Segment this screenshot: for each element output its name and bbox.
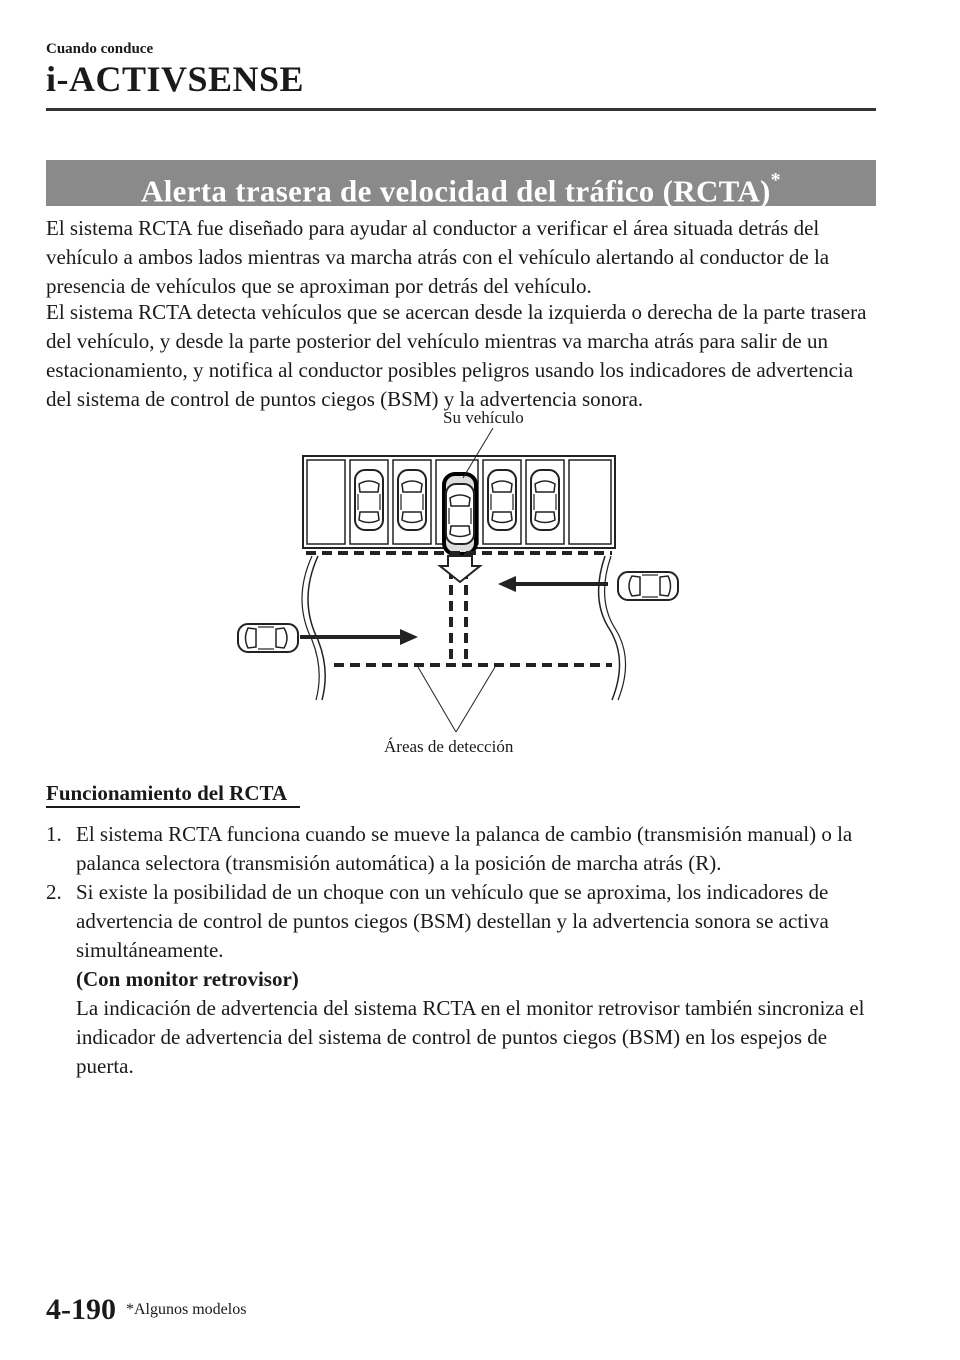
parking-lot	[303, 456, 615, 548]
footnote: *Algunos modelos	[126, 1301, 247, 1318]
section-title: i-ACTIVSENSE	[46, 59, 305, 99]
approaching-vehicle-right	[618, 572, 678, 600]
list-item-number: 1.	[46, 822, 62, 846]
page-number: 4-190	[46, 1293, 116, 1326]
road-edge-right	[599, 556, 620, 700]
detection-areas	[306, 553, 612, 665]
list-item-subtext: La indicación de advertencia del sistema RCTA en el monitor retrovisor también sincroniza el indicador de advertencia del sistema de control de puntos ciegos (BSM) en los espejos de puerta.	[76, 996, 865, 1078]
areas-leader-line-right	[456, 667, 495, 732]
operation-heading-underline	[46, 806, 300, 808]
vehicle-leader-line	[463, 428, 493, 478]
intro-paragraph-2: El sistema RCTA detecta vehículos que se acercan desde la izquierda o derecha de la parte trasera del vehículo, y desde la parte posterior del vehículo mientras va marcha atrás para salir de un estacionamiento, y notifica al conductor posibles peligros usando los indicadores de advertencia del sistema de control de puntos ciegos (BSM) y la advertencia sonora.	[46, 300, 867, 411]
reverse-arrow-icon	[440, 556, 480, 582]
banner-asterisk: *	[770, 169, 781, 191]
road-edge-left	[308, 556, 325, 700]
topic-banner	[46, 160, 876, 209]
approaching-vehicle-left	[238, 624, 298, 652]
list-item-text: Si existe la posibilidad de un choque con un vehículo que se aproxima, los indicadores de advertencia de control de puntos ciegos (BSM) destellan y la advertencia sonora se activa simultáneamente.	[76, 880, 829, 962]
list-item-number: 2.	[46, 880, 62, 904]
list-item	[46, 878, 876, 1081]
list-item-text: El sistema RCTA funciona cuando se mueve la palanca de cambio (transmisión manual) o la palanca selectora (transmisión automática) a la posición de marcha atrás (R).	[76, 822, 853, 875]
intro-paragraph-1: El sistema RCTA fue diseñado para ayudar al conductor a verificar el área situada detrás del vehículo a ambos lados mientras va marcha atrás con el vehículo alertando al conductor de la presencia de vehículos que se aproximan por detrás del vehículo.	[46, 216, 830, 298]
operation-heading: Funcionamiento del RCTA	[46, 781, 288, 805]
operation-list	[46, 820, 876, 1081]
banner-title: Alerta trasera de velocidad del tráfico (RCTA)	[141, 173, 771, 209]
header-divider	[46, 108, 876, 111]
traffic-arrow-from-left	[300, 629, 418, 645]
list-item-subheading: (Con monitor retrovisor)	[76, 967, 299, 991]
areas-leader-line-left	[418, 667, 456, 732]
parked-cars	[355, 470, 559, 530]
your-vehicle	[444, 474, 476, 554]
label-detection-areas: Áreas de detección	[384, 737, 514, 756]
road-edge-left-2	[302, 556, 319, 700]
road-edge-right-2	[605, 556, 626, 700]
traffic-arrow-from-right	[498, 576, 608, 592]
list-item	[46, 820, 876, 878]
chapter-title: Cuando conduce	[46, 41, 154, 57]
label-your-vehicle: Su vehículo	[443, 408, 524, 427]
